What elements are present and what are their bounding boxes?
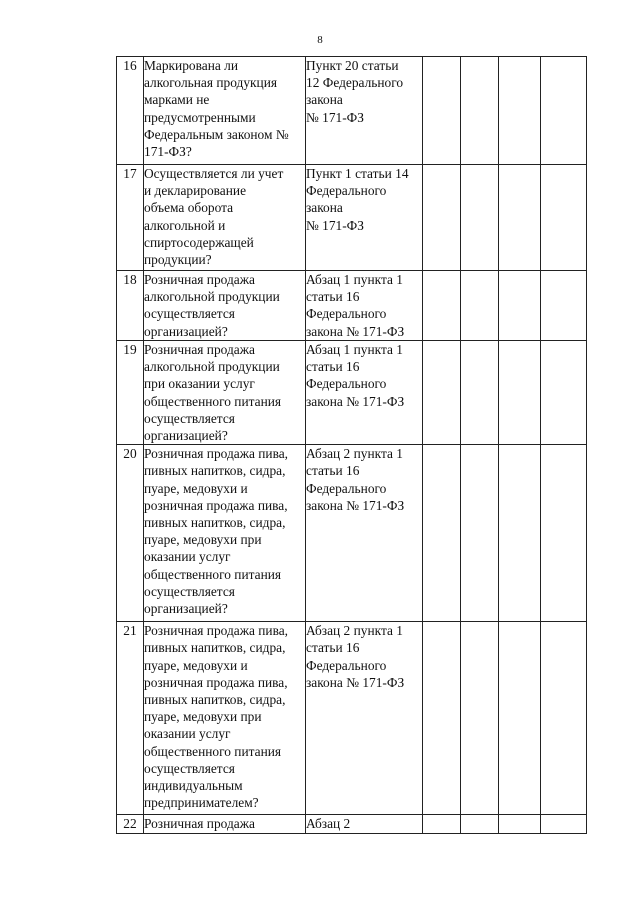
answer-cell-no[interactable] [461,622,499,815]
table-row [117,165,587,271]
row-number: 17 [117,165,144,271]
answer-cell-yes[interactable] [423,57,461,165]
question-cell [144,271,306,341]
answer-cell-no[interactable] [461,815,499,834]
reference-line: Пункт 1 статьи 14 [306,166,409,181]
question-line: розничная продажа пива, [144,674,288,690]
page-number: 8 [317,34,323,46]
table-row [117,57,587,165]
answer-cell-yes[interactable] [423,815,461,834]
question-line: Розничная продажа [144,816,255,832]
question-line: пивных напитков, сидра, [144,640,286,656]
reference-line: Федерального [306,657,387,673]
question-line: Осуществляется ли учет [144,166,284,181]
question-line: 171-ФЗ? [144,144,192,160]
answer-cell-na[interactable] [499,271,541,341]
question-cell [144,57,306,165]
question-line: розничная продажа пива, [144,497,288,513]
reference-line: 12 Федерального [306,75,404,91]
reference-line: Абзац 2 пункта 1 [306,446,403,462]
question-line: алкогольной продукции [144,359,280,375]
notes-cell[interactable] [541,445,587,622]
question-line: спиртосодержащей [144,234,254,250]
question-line: пивных напитков, сидра, [144,515,286,531]
reference-line: закона [306,92,343,108]
reference-line: закона № 171-ФЗ [306,323,405,339]
answer-cell-na[interactable] [499,445,541,622]
question-line: предпринимателем? [144,795,259,811]
legal-reference-cell [306,445,423,622]
reference-line: статьи 16 [306,289,360,305]
question-line: организацией? [144,323,228,339]
reference-line: закона № 171-ФЗ [306,497,405,513]
question-line: Розничная продажа пива, [144,623,289,639]
table-row [117,341,587,445]
question-line: организацией? [144,428,228,444]
legal-reference-cell [306,165,423,271]
answer-cell-na[interactable] [499,622,541,815]
question-cell [144,341,306,445]
legal-reference-cell [306,341,423,445]
reference-line: закона № 171-ФЗ [306,674,405,690]
answer-cell-na[interactable] [499,815,541,834]
question-line: индивидуальным [144,778,243,794]
answer-cell-no[interactable] [461,445,499,622]
question-line: общественного питания [144,566,282,582]
notes-cell[interactable] [541,57,587,165]
question-line: пивных напитков, сидра, [144,463,286,479]
question-line: пуаре, медовухи при [144,532,262,548]
reference-line: Федерального [306,306,387,322]
question-line: алкогольная продукция [144,75,278,91]
answer-cell-na[interactable] [499,57,541,165]
question-line: осуществляется [144,306,235,322]
question-line: марками не [144,92,210,108]
question-line: общественного питания [144,743,282,759]
question-line: Розничная продажа [144,272,255,287]
answer-cell-no[interactable] [461,165,499,271]
answer-cell-na[interactable] [499,165,541,271]
question-line: предусмотренными [144,109,256,125]
question-cell [144,815,306,834]
reference-line: Пункт 20 статьи [306,58,399,73]
row-number: 18 [117,271,144,341]
question-cell [144,445,306,622]
reference-line: № 171-ФЗ [306,109,364,125]
question-line: при оказании услуг [144,376,255,392]
legal-reference-cell [306,622,423,815]
answer-cell-yes[interactable] [423,622,461,815]
table-row [117,622,587,815]
answer-cell-yes[interactable] [423,165,461,271]
reference-line: № 171-ФЗ [306,217,364,233]
question-line: Федеральным законом № [144,126,289,142]
legal-reference-cell [306,815,423,834]
question-line: пуаре, медовухи при [144,709,262,725]
reference-line: статьи 16 [306,640,360,656]
notes-cell[interactable] [541,165,587,271]
question-line: оказании услуг [144,726,231,742]
reference-line: Абзац 2 пункта 1 [306,623,403,639]
reference-line: Абзац 2 [306,816,351,832]
answer-cell-no[interactable] [461,57,499,165]
reference-line: Федерального [306,480,387,496]
reference-line: статьи 16 [306,463,360,479]
notes-cell[interactable] [541,341,587,445]
question-line: алкогольной и [144,217,226,233]
question-line: пуаре, медовухи и [144,480,248,496]
question-line: осуществляется [144,583,235,599]
row-number: 20 [117,445,144,622]
question-line: организацией? [144,601,228,617]
question-line: общественного питания [144,393,282,409]
reference-line: Абзац 1 пункта 1 [306,272,403,287]
reference-line: Федерального [306,376,387,392]
row-number: 16 [117,57,144,165]
question-line: оказании услуг [144,549,231,565]
row-number: 19 [117,341,144,445]
question-line: Розничная продажа пива, [144,446,289,462]
checklist-rows [117,57,587,834]
row-number: 21 [117,622,144,815]
answer-cell-no[interactable] [461,271,499,341]
question-line: Маркирована ли [144,58,239,73]
answer-cell-no[interactable] [461,341,499,445]
reference-line: Федерального [306,183,387,199]
question-line: осуществляется [144,760,235,776]
question-cell [144,622,306,815]
question-line: Розничная продажа [144,342,255,357]
answer-cell-yes[interactable] [423,271,461,341]
table-row [117,271,587,341]
answer-cell-na[interactable] [499,341,541,445]
question-line: осуществляется [144,410,235,426]
answer-cell-yes[interactable] [423,445,461,622]
notes-cell[interactable] [541,622,587,815]
question-cell [144,165,306,271]
reference-line: статьи 16 [306,359,360,375]
checklist-table [116,56,587,834]
notes-cell[interactable] [541,815,587,834]
legal-reference-cell [306,271,423,341]
question-line: пуаре, медовухи и [144,657,248,673]
question-line: и декларирование [144,183,247,199]
table-row [117,815,587,834]
question-line: пивных напитков, сидра, [144,692,286,708]
reference-line: Абзац 1 пункта 1 [306,342,403,357]
question-line: алкогольной продукции [144,289,280,305]
notes-cell[interactable] [541,271,587,341]
row-number: 22 [117,815,144,834]
legal-reference-cell [306,57,423,165]
question-line: продукции? [144,252,212,268]
reference-line: закона № 171-ФЗ [306,393,405,409]
table-row [117,445,587,622]
question-line: объема оборота [144,200,234,216]
reference-line: закона [306,200,343,216]
answer-cell-yes[interactable] [423,341,461,445]
